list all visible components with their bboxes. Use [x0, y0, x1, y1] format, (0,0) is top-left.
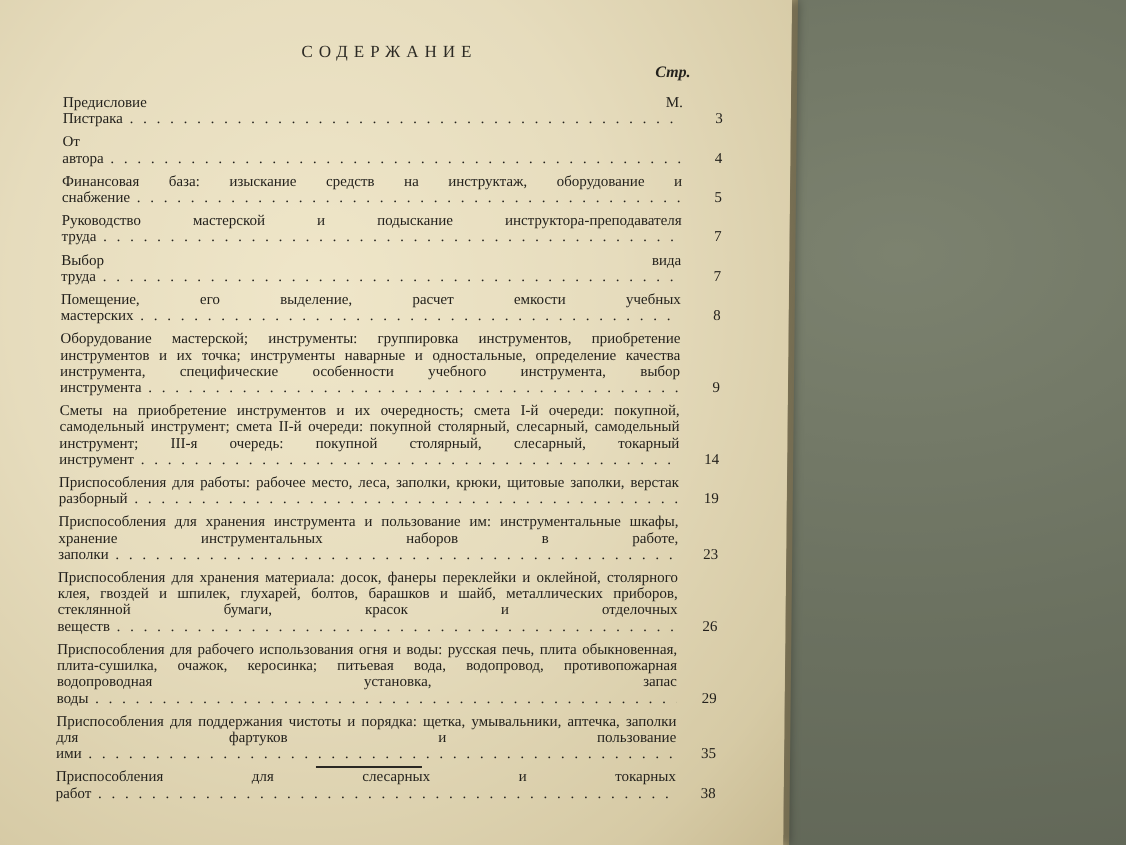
toc-entry-title: От автора . . . — [62, 134, 682, 166]
toc-entry-title: Помещение, его выделение, расчет емкости учебных мастерских . . . — [61, 292, 681, 324]
toc-entry-title: Приспособления для слесарных и токарных работ . . . — [56, 769, 676, 801]
toc-entry-title: Выбор вида труда . . . — [61, 253, 681, 285]
toc-entry-title: Финансовая база: изыскание средств на инструктаж, оборудование и снабжение . . . — [62, 174, 682, 206]
toc-entry-page: 7 — [713, 268, 722, 285]
toc-entry-page: 4 — [714, 150, 723, 167]
toc-entry — [62, 174, 722, 206]
toc-entry-page: 14 — [704, 451, 720, 468]
toc-entry-title: Приспособления для работы: рабочее место, леса, заполки, крюки, щитовые заполки, верстак разборный . . . — [59, 475, 679, 507]
toc-entry — [60, 331, 721, 396]
toc-entry — [57, 570, 718, 635]
toc-entry — [56, 714, 717, 763]
toc-entry-page: 3 — [715, 111, 723, 128]
toc-entry — [61, 253, 721, 285]
toc-entry-page: 26 — [702, 618, 718, 635]
toc-entry-title: Руководство мастерской и подыскание инструктора-преподавателя труда . . . — [61, 213, 681, 245]
toc-entry-title: Приспособления для хранения инструмента и пользование им: инструментальные шкафы, хранение инструментальных наборов в работе, заполки . . . — [58, 514, 679, 563]
toc-entry — [59, 403, 720, 468]
page-column-label: Стр. — [655, 64, 691, 81]
table-of-contents — [56, 95, 723, 809]
toc-entry-title: Приспособления для рабочего использования огня и воды: русская печь, плита обыкновенная, плита-сушилка, очажок, керосинка; питьевая вода, водопровод, противопожарная водопроводная установка, запас воды . . . — [57, 642, 678, 707]
page-title: СОДЕРЖАНИЕ — [301, 42, 478, 61]
toc-entry-page: 19 — [703, 491, 719, 508]
toc-entry — [61, 213, 721, 245]
toc-entry-title: Предисловие М. Пистрака . . . — [63, 95, 683, 127]
toc-entry-page: 35 — [701, 746, 717, 763]
toc-entry-title: Приспособления для поддержания чистоты и порядка: щетка, умывальники, аптечка, заполки для фартуков и пользование ими . . . — [56, 714, 677, 763]
toc-entry — [57, 642, 718, 707]
toc-entry-page: 38 — [700, 785, 716, 802]
toc-entry — [63, 95, 723, 127]
end-rule — [316, 766, 422, 768]
toc-entry — [56, 769, 716, 801]
toc-entry — [58, 514, 719, 563]
toc-entry — [61, 292, 721, 324]
toc-entry-page: 7 — [713, 229, 722, 246]
toc-entry-page: 9 — [712, 380, 721, 397]
toc-entry-title: Оборудование мастерской; инструменты: группировка инструментов, приобретение инструментов и их точка; инструменты наварные и одностальные, определение качества инструмента, специфические особенности учебного инструмента, выбор инструмента . . . — [60, 331, 681, 396]
toc-entry-title: Сметы на приобретение инструментов и их очередность; смета I-й очереди: покупной, самодельный инструмент; смета II-й очереди: покупной столярный, слесарный, самодельный инструмент; III-я очередь: покупной столярный, слесарный, токарный инструмент . . . — [59, 403, 680, 468]
toc-entry — [59, 475, 719, 507]
toc-entry-title: Приспособления для хранения материала: досок, фанеры переклейки и оклейной, столярного клея, гвоздей и шпилек, глухарей, болтов, барашков и шайб, металлических приборов, стеклянной бумаги, красок и отделочных веществ . . . — [57, 570, 678, 635]
toc-entry-page: 8 — [713, 308, 721, 325]
toc-entry-page: 29 — [701, 690, 717, 707]
toc-entry-page: 5 — [714, 190, 723, 207]
toc-entry-page: 23 — [703, 546, 719, 563]
toc-entry — [62, 134, 722, 166]
